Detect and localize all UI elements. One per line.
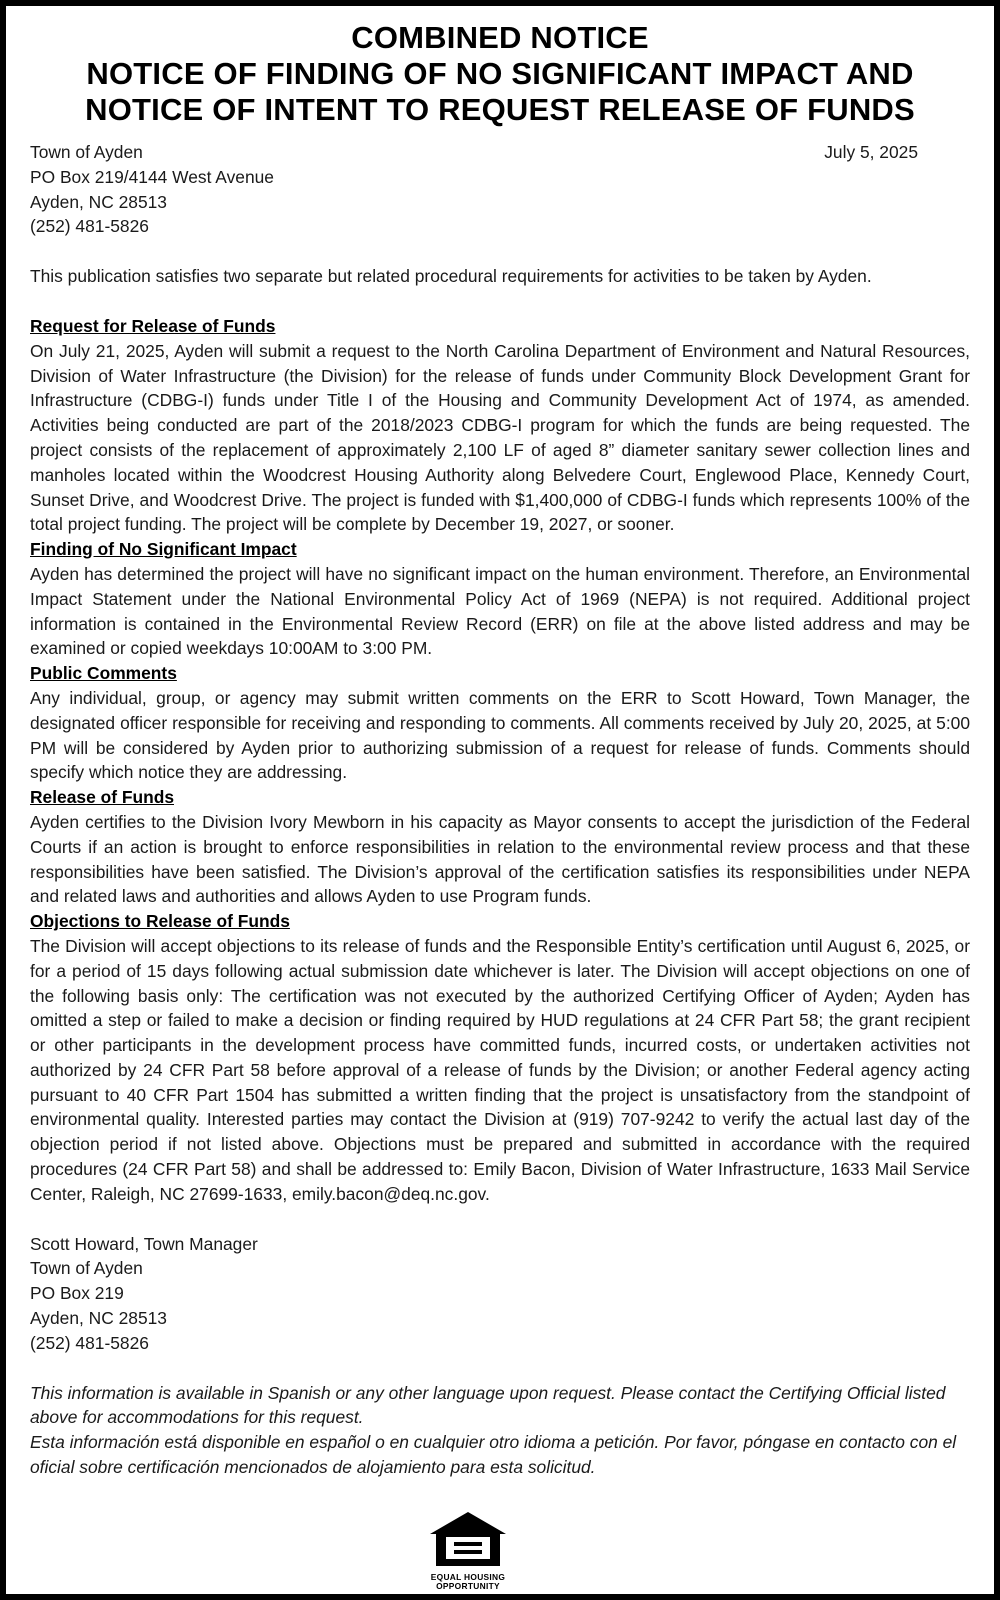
notice-date: July 5, 2025: [824, 142, 918, 162]
section-heading: Public Comments: [30, 663, 177, 684]
address-line: Town of Ayden: [30, 142, 143, 162]
section-public-comments: [30, 661, 970, 785]
address-line: Ayden, NC 28513: [30, 191, 167, 212]
signature-line: Town of Ayden: [30, 1258, 143, 1279]
signature-line: (252) 481-5826: [30, 1332, 149, 1353]
section-objections: [30, 909, 970, 1207]
language-notice-spanish: Esta información está disponible en español o en cualquier otro idioma a petición. Por favor, póngase en contacto con el oficial sobre certificación mencionados de alojamiento para esta solicitud.: [30, 1432, 957, 1478]
equal-housing-opportunity-icon: [426, 1510, 510, 1568]
signature-line: Ayden, NC 28513: [30, 1308, 167, 1329]
signature-block: [30, 1232, 970, 1356]
notice-body: [30, 140, 970, 1480]
language-notice-english: This information is available in Spanish or any other language upon request. Please contact the Certifying Official listed above for accommodations for this request.: [30, 1382, 946, 1428]
section-text: Ayden has determined the project will have no significant impact on the human environment. Therefore, an Environmental Impact Statement under the National Environmental Policy Act of 1969 (NEPA) is not required. Additional project information is contained in the Environmental Review Record (ERR) on file at the above listed address and may be examined or copied weekdays 10:00AM to 3:00 PM.: [30, 563, 970, 659]
notice-title: [6, 20, 994, 128]
intro-paragraph: This publication satisfies two separate but related procedural requirements for activities to be taken by Ayden.: [30, 266, 872, 287]
section-text: Any individual, group, or agency may submit written comments on the ERR to Scott Howard, Town Manager, the designated officer responsible for receiving and responding to comments. All comments received by July 20, 2025, at 5:00 PM will be considered by Ayden prior to authorizing submission of a request for release of funds. Comments should specify which notice they are addressing.: [30, 687, 970, 783]
title-line: NOTICE OF FINDING OF NO SIGNIFICANT IMPACT AND: [86, 56, 914, 91]
section-text: The Division will accept objections to its release of funds and the Responsible Entity’s certification until August 6, 2025, or for a period of 15 days following actual submission date whichever is later. The Division will accept objections on one of the following basis only: The certification was not executed by the authorized Certifying Officer of Ayden; Ayden has omitted a step or failed to make a decision or finding required by HUD regulations at 24 CFR Part 58; the grant recipient or other participants in the development process have committed funds, incurred costs, or undertaken activities not authorized by 24 CFR Part 58 before approval of a release of funds by the Division; or another Federal agency acting pursuant to 40 CFR Part 1504 has submitted a written finding that the project is unsatisfactory from the standpoint of environmental quality. Interested parties may contact the Division at (919) 707-9242 to verify the actual last day of the objection period if not listed above. Objections must be prepared and submitted in accordance with the required procedures (24 CFR Part 58) and shall be addressed to: Emily Bacon, Division of Water Infrastructure, 1633 Mail Service Center, Raleigh, NC 27699-1633, emily.bacon@deq.nc.gov.: [30, 935, 970, 1204]
logo-caption: EQUAL HOUSING: [430, 1572, 506, 1582]
equal-housing-logo: [426, 1510, 510, 1591]
section-release-of-funds: [30, 785, 970, 909]
signature-line: Scott Howard, Town Manager: [30, 1233, 258, 1254]
signature-line: PO Box 219: [30, 1283, 124, 1304]
section-heading: Release of Funds: [30, 787, 174, 808]
section-text: On July 21, 2025, Ayden will submit a request to the North Carolina Department of Environment and Natural Resources, Division of Water Infrastructure (the Division) for the release of funds under Community Block Development Grant for Infrastructure (CDBG-I) funds under Title I of the Housing and Community Development Act of 1974, as amended. Activities being conducted are part of the 2018/2023 CDBG-I program for which the funds are being requested. The project consists of the replacement of approximately 2,100 LF of aged 8” diameter sanitary sewer collection lines and manholes located within the Woodcrest Housing Authority along Belvedere Court, Englewood Place, Kennedy Court, Sunset Drive, and Woodcrest Drive. The project is funded with $1,400,000 of CDBG-I funds which represents 100% of the total project funding. The project will be complete by December 19, 2027, or sooner.: [30, 340, 970, 535]
section-text: Ayden certifies to the Division Ivory Mewborn in his capacity as Mayor consents to accept the jurisdiction of the Federal Courts if an action is brought to enforce responsibilities in relation to the environmental review process and that these responsibilities have been satisfied. The Division’s approval of the certification satisfies its responsibilities under NEPA and related laws and authorities and allows Ayden to use Program funds.: [30, 811, 970, 907]
address-row: [30, 140, 970, 165]
section-heading: Request for Release of Funds: [30, 315, 276, 336]
title-line: COMBINED NOTICE: [351, 20, 649, 55]
section-request-release: [30, 314, 970, 537]
title-line: NOTICE OF INTENT TO REQUEST RELEASE OF FUNDS: [85, 92, 915, 127]
language-notice: [30, 1381, 970, 1480]
logo-caption: OPPORTUNITY: [436, 1581, 500, 1591]
section-heading: Finding of No Significant Impact: [30, 539, 297, 560]
address-line: (252) 481-5826: [30, 216, 149, 237]
address-line: PO Box 219/4144 West Avenue: [30, 166, 274, 187]
section-heading: Objections to Release of Funds: [30, 911, 290, 932]
section-fonsi: [30, 537, 970, 661]
